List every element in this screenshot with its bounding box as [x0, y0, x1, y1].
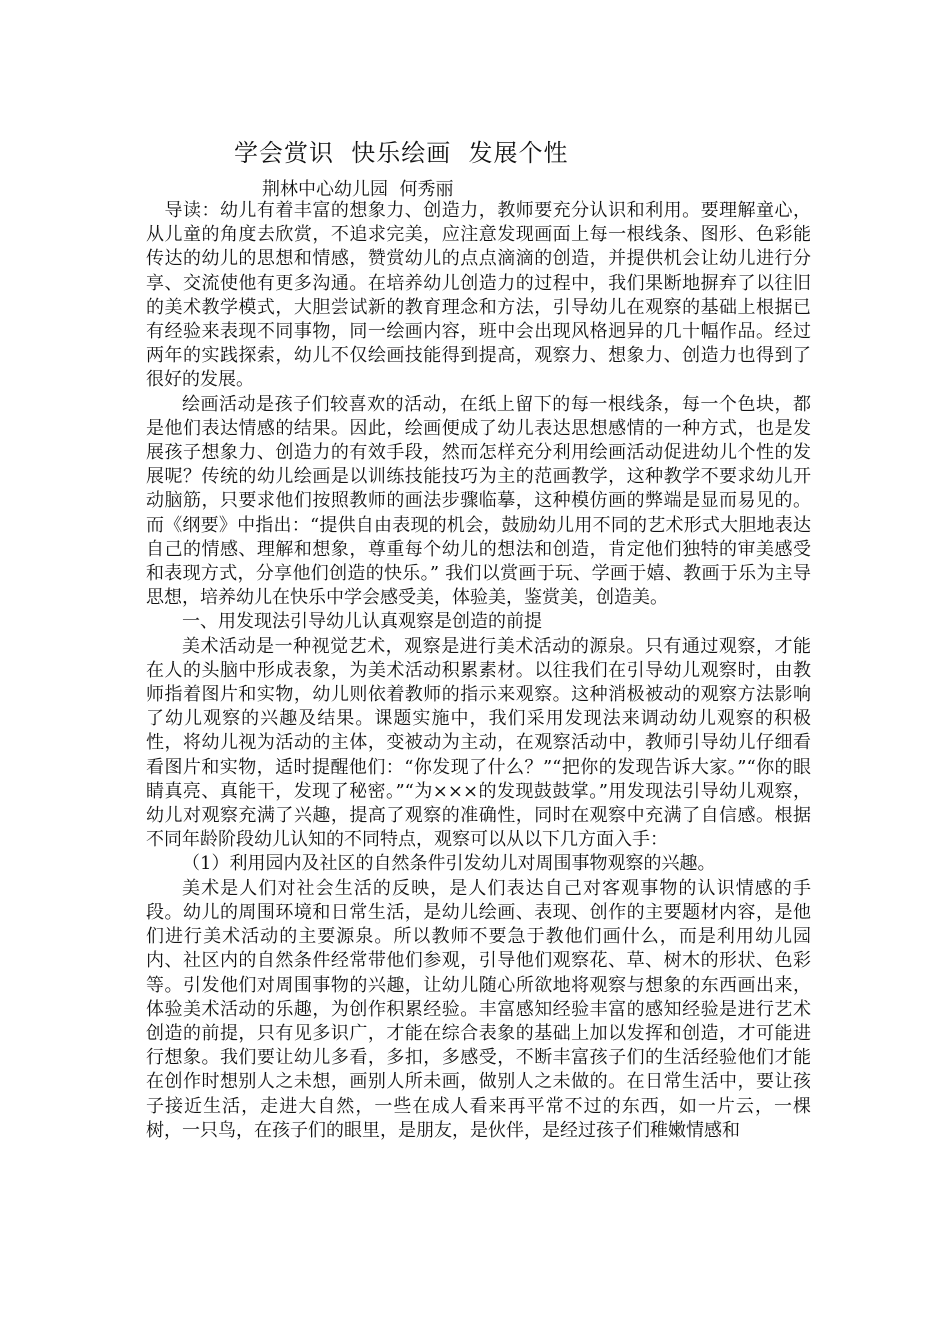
section-heading: 一、用发现法引导幼儿认真观察是创造的前提 [182, 611, 542, 633]
document-body [146, 199, 811, 1143]
body-paragraph: 美术活动是一种视觉艺术，观察是进行美术活动的源泉。只有通过观察，才能在人的头脑中形成表象，为美术活动积累素材。以往我们在引导幼儿观察时，由教师指着图片和实物，幼儿则依着教师的指示来观察。这种消极被动的观察方法影响了幼儿观察的兴趣及结果。课题实施中，我们采用发现法来调动幼儿观察的积极性，将幼儿视为活动的主体，变被动为主动，在观察活动中，教师引导幼儿仔细看看图片和实物，适时提醒他们：“你发现了什么？”“把你的发现告诉大家。”“你的眼睛真亮、真能干，发现了秘密。”“为×××的发现鼓鼓掌。”用发现法引导幼儿观察，幼儿对观察充满了兴趣，提高了观察的准确性，同时在观察中充满了自信感。根据不同年龄阶段幼儿认知的不同特点，观察可以从以下几方面入手： [146, 635, 811, 851]
body-paragraph: 绘画活动是孩子们较喜欢的活动，在纸上留下的每一根线条，每一个色块，都是他们表达情感的结果。因此，绘画便成了幼儿表达思想感情的一种方式，也是发展孩子想象力、创造力的有效手段，然而怎样充分利用绘画活动促进幼儿个性的发展呢？传统的幼儿绘画是以训练技能技巧为主的范画教学，这种教学不要求幼儿开动脑筋，只要求他们按照教师的画法步骤临摹，这种模仿画的弊端是显而易见的。而《纲要》中指出：“提供自由表现的机会，鼓励幼儿用不同的艺术形式大胆地表达自己的情感、理解和想象，尊重每个幼儿的想法和创造，肯定他们独特的审美感受和表现方式，分享他们创造的快乐。” 我们以赏画于玩、学画于嬉、教画于乐为主导思想，培养幼儿在快乐中学会感受美，体验美，鉴赏美，创造美。 [146, 393, 811, 609]
body-paragraph: 美术是人们对社会生活的反映，是人们表达自己对客观事物的认识情感的手段。幼儿的周围环境和日常生活，是幼儿绘画、表现、创作的主要题材内容，是他们进行美术活动的主要源泉。所以教师不要急于教他们画什么，而是利用幼儿园内、社区内的自然条件经常带他们参观，引导他们观察花、草、树木的形状、色彩等。引发他们对周围事物的兴趣，让幼儿随心所欲地将观察与想象的东西画出来，体验美术活动的乐趣，为创作积累经验。丰富感知经验丰富的感知经验是进行艺术创造的前提，只有见多识广，才能在综合表象的基础上加以发挥和创造，才可能进行想象。我们要让幼儿多看，多扣，多感受，不断丰富孩子们的生活经验他们才能在创作时想别人之未想，画别人所未画，做别人之未做的。在日常生活中，要让孩子接近生活，走进大自然，一些在成人看来再平常不过的东西，如一片云，一棵树，一只鸟，在孩子们的眼里，是朋友，是伙伴，是经过孩子们稚嫩情感和 [146, 877, 811, 1141]
document-author: 荆林中心幼儿园 何秀丽 [262, 179, 454, 200]
intro-paragraph: 导读：幼儿有着丰富的想象力、创造力，教师要充分认识和利用。要理解童心，从儿童的角度去欣赏，不追求完美，应注意发现画面上每一根线条、图形、色彩能传达的幼儿的思想和情感，赞赏幼儿的点点滴滴的创造，并提供机会让幼儿进行分享、交流使他有更多沟通。在培养幼儿创造力的过程中，我们果断地摒弃了以往旧的美术教学模式，大胆尝试新的教育理念和方法，引导幼儿在观察的基础上根据已有经验来表现不同事物，同一绘画内容，班中会出现风格迥异的几十幅作品。经过两年的实践探索，幼儿不仅绘画技能得到提高，观察力、想象力、创造力也得到了很好的发展。 [146, 200, 811, 391]
document-title: 学会赏识 快乐绘画 发展个性 [234, 139, 569, 167]
subsection-heading: （1）利用园内及社区的自然条件引发幼儿对周围事物观察的兴趣。 [182, 853, 716, 875]
